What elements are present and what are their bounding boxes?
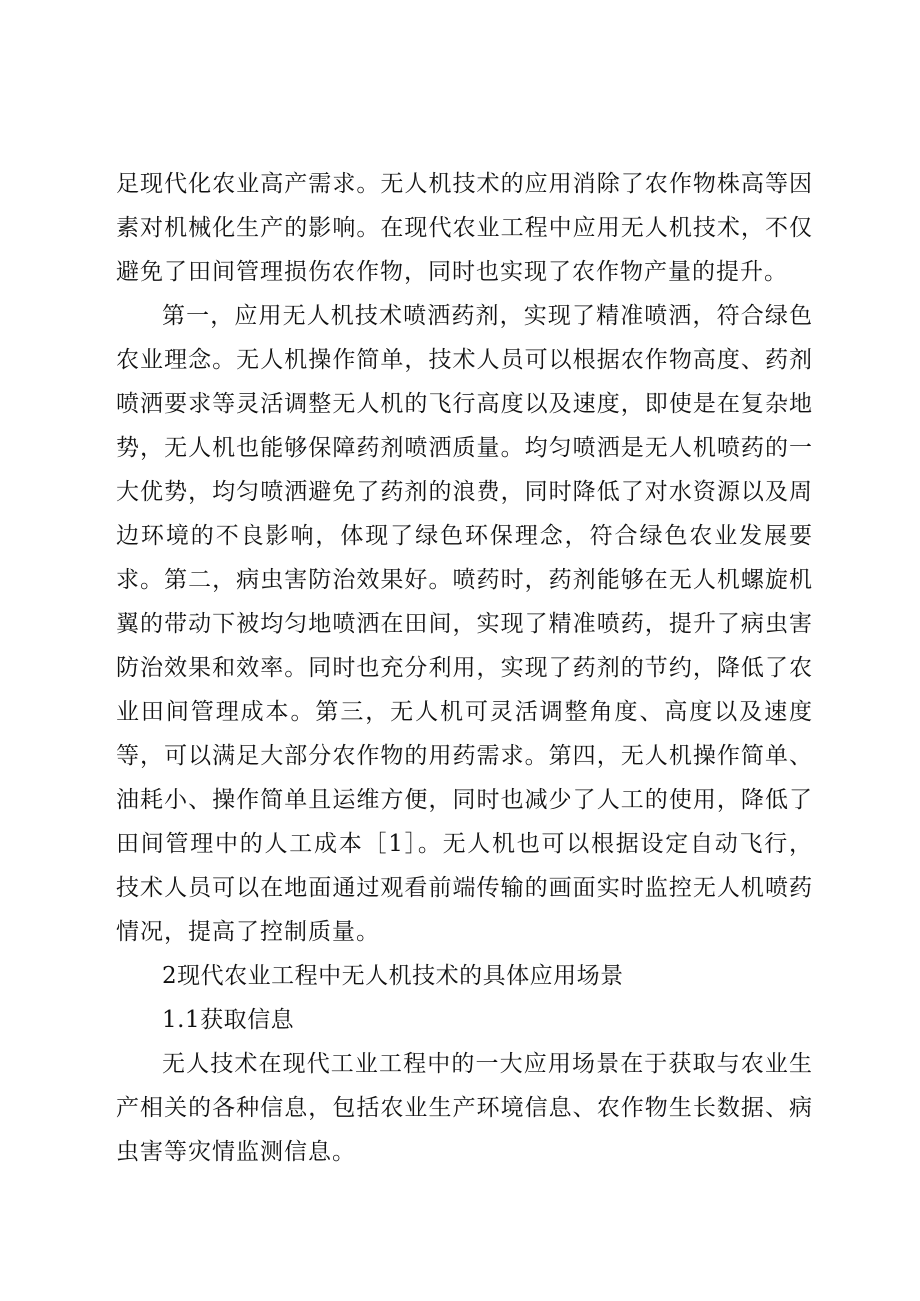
paragraph-continuation: 足现代化农业高产需求。无人机技术的应用消除了农作物株高等因素对机械化生产的影响。在现代农业工程中应用无人机技术，不仅避免了田间管理损伤农作物，同时也实现了农作物产量的提升。 (116, 171, 813, 285)
subsection-heading: 1.1获取信息 (162, 1007, 295, 1033)
section-heading: 2现代农业工程中无人机技术的具体应用场景 (162, 963, 624, 989)
document-body (116, 162, 813, 1174)
paragraph-advantages: 第一，应用无人机技术喷洒药剂，实现了精准喷洒，符合绿色农业理念。无人机操作简单，技术人员可以根据农作物高度、药剂喷洒要求等灵活调整无人机的飞行高度以及速度，即使是在复杂地势，无人机也能够保障药剂喷洒质量。均匀喷洒是无人机喷药的一大优势，均匀喷洒避免了药剂的浪费，同时降低了对水资源以及周边环境的不良影响，体现了绿色环保理念，符合绿色农业发展要求。第二，病虫害防治效果好。喷药时，药剂能够在无人机螺旋机翼的带动下被均匀地喷洒在田间，实现了精准喷药，提升了病虫害防治效果和效率。同时也充分利用，实现了药剂的节约，降低了农业田间管理成本。第三，无人机可灵活调整角度、高度以及速度等，可以满足大部分农作物的用药需求。第四，无人机操作简单、油耗小、操作简单且运维方便，同时也减少了人工的使用，降低了田间管理中的人工成本［1］。无人机也可以根据设定自动飞行，技术人员可以在地面通过观看前端传输的画面实时监控无人机喷药情况，提高了控制质量。 (116, 303, 813, 945)
paragraph-info-acquisition: 无人技术在现代工业工程中的一大应用场景在于获取与农业生产相关的各种信息，包括农业生产环境信息、农作物生长数据、病虫害等灾情监测信息。 (116, 1051, 813, 1165)
